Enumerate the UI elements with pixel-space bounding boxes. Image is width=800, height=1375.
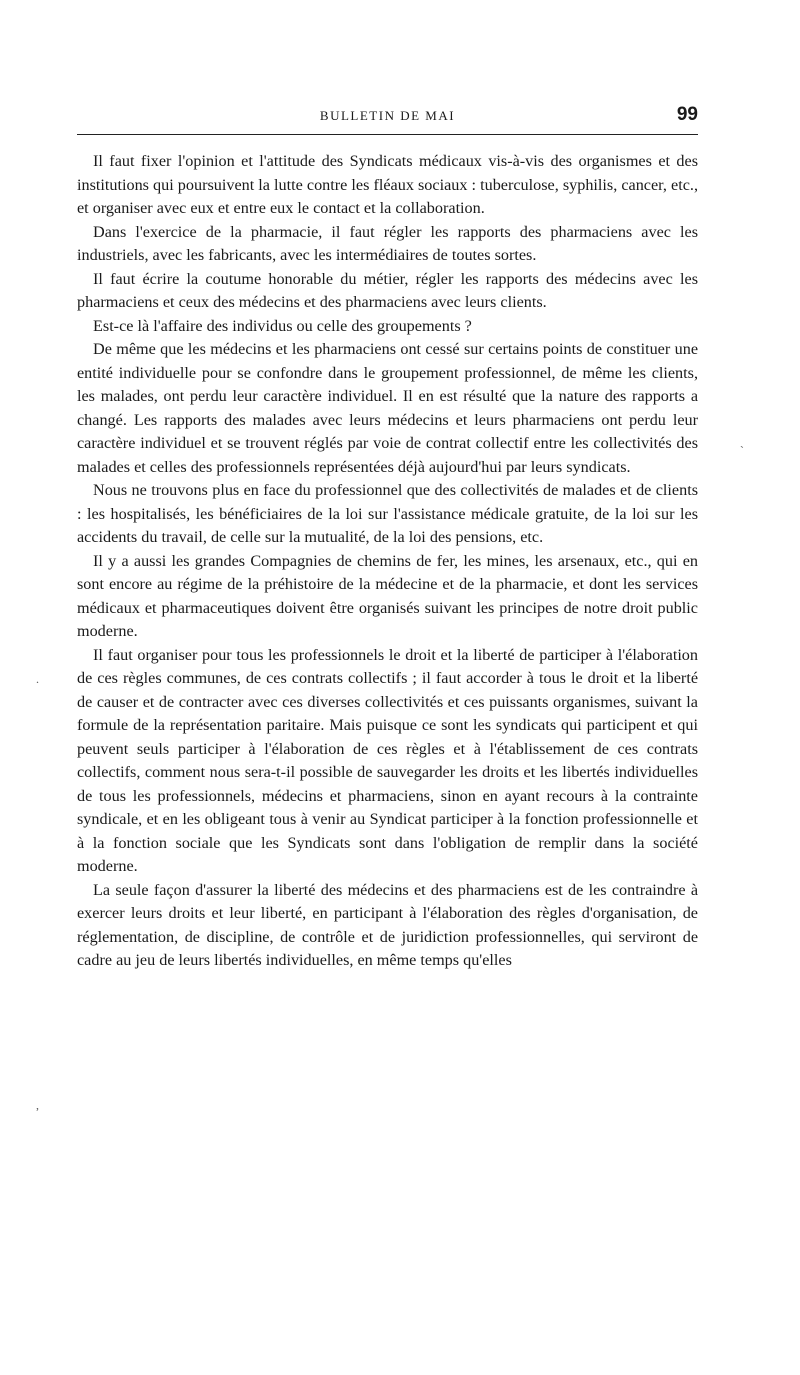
margin-tick-mark: ˴: [740, 438, 744, 452]
paragraph-7: Il y a aussi les grandes Compagnies de chemins de fer, les mines, les arsenaux, etc., qui en sont encore au régime de la préhistoire de la médecine et de la pharmacie, et dont les services médicaux et pharmaceutiques doivent être organisés suivant les principes de notre droit public moderne.: [77, 551, 698, 640]
running-head: [77, 104, 698, 134]
paragraph-9: La seule façon d'assurer la liberté des médecins et des pharmaciens est de les contraindre à exercer leurs droits et leur liberté, en participant à l'élaboration des règles d'organisation, de réglementation, de discipline, de contrôle et de juridiction professionnelles, qui serviront de cadre au jeu de leurs libertés individuelles, en même temps qu'elles: [77, 880, 698, 969]
paragraph-1: Il faut fixer l'opinion et l'attitude des Syndicats médicaux vis-à-vis des organismes et des institutions qui poursuivent la lutte contre les fléaux sociaux : tuberculose, syphilis, cancer, etc., et organiser avec eux et entre eux le contact et la collaboration.: [77, 152, 698, 217]
paragraph-3: Il faut écrire la coutume honorable du métier, régler les rapports des médecins avec les pharmaciens et ceux des médecins et des pharmaciens avec leurs clients.: [77, 269, 698, 311]
running-title: BULLETIN DE MAI: [319, 108, 456, 123]
header-rule: [77, 134, 698, 135]
paragraph-4: Est-ce là l'affaire des individus ou celle des groupements ?: [93, 316, 472, 335]
paragraph-6: Nous ne trouvons plus en face du professionnel que des collectivités de malades et de clients : les hospitalisés, les bénéficiaires de la loi sur l'assistance médicale gratuite, de la loi sur les accidents du travail, de celle sur la mutualité, de la loi des pensions, etc.: [77, 481, 698, 546]
page-number: 99: [676, 104, 698, 125]
margin-dot-mark: .: [36, 672, 39, 686]
paragraph-8: Il faut organiser pour tous les professionnels le droit et la liberté de participer à l'élaboration de ces règles communes, de ces contrats collectifs ; il faut accorder à tous le droit et la liberté de causer et de contracter avec ces diverses collectivités et ces puissants organismes, suivant la formule de la représentation paritaire. Mais puisque ce sont les syndicats qui participent et qui peuvent seuls participer à l'élaboration de ces règles et à l'établissement de ces contrats collectifs, comment nous sera-t-il possible de sauvegarder les droits et les libertés individuelles de tous les professionnels, médecins et pharmaciens, sinon en ayant recours à la contrainte syndicale, et en les obligeant tous à venir au Syndicat participer à la fonction professionnelle et à la fonction sociale que les Syndicats sont dans l'obligation de remplir dans la société moderne.: [77, 645, 698, 875]
margin-tick-mark-2: ,: [36, 1098, 39, 1112]
body-text: [77, 150, 698, 973]
paragraph-2: Dans l'exercice de la pharmacie, il faut régler les rapports des pharmaciens avec les industriels, avec les fabricants, avec les intermédiaires de toutes sortes.: [77, 222, 698, 264]
paragraph-5: De même que les médecins et les pharmaciens ont cessé sur certains points de constituer une entité individuelle pour se confondre dans le groupement professionnel, de même les clients, les malades, ont perdu leur caractère individuel. Il en est résulté que la nature des rapports a changé. Les rapports des malades avec leurs médecins et leurs pharmaciens ont perdu leur caractère individuel et se trouvent réglés par voie de contrat collectif entre les collectivités des malades et celles des professionnels représentées déjà aujourd'hui par leurs syndicats.: [77, 340, 698, 476]
